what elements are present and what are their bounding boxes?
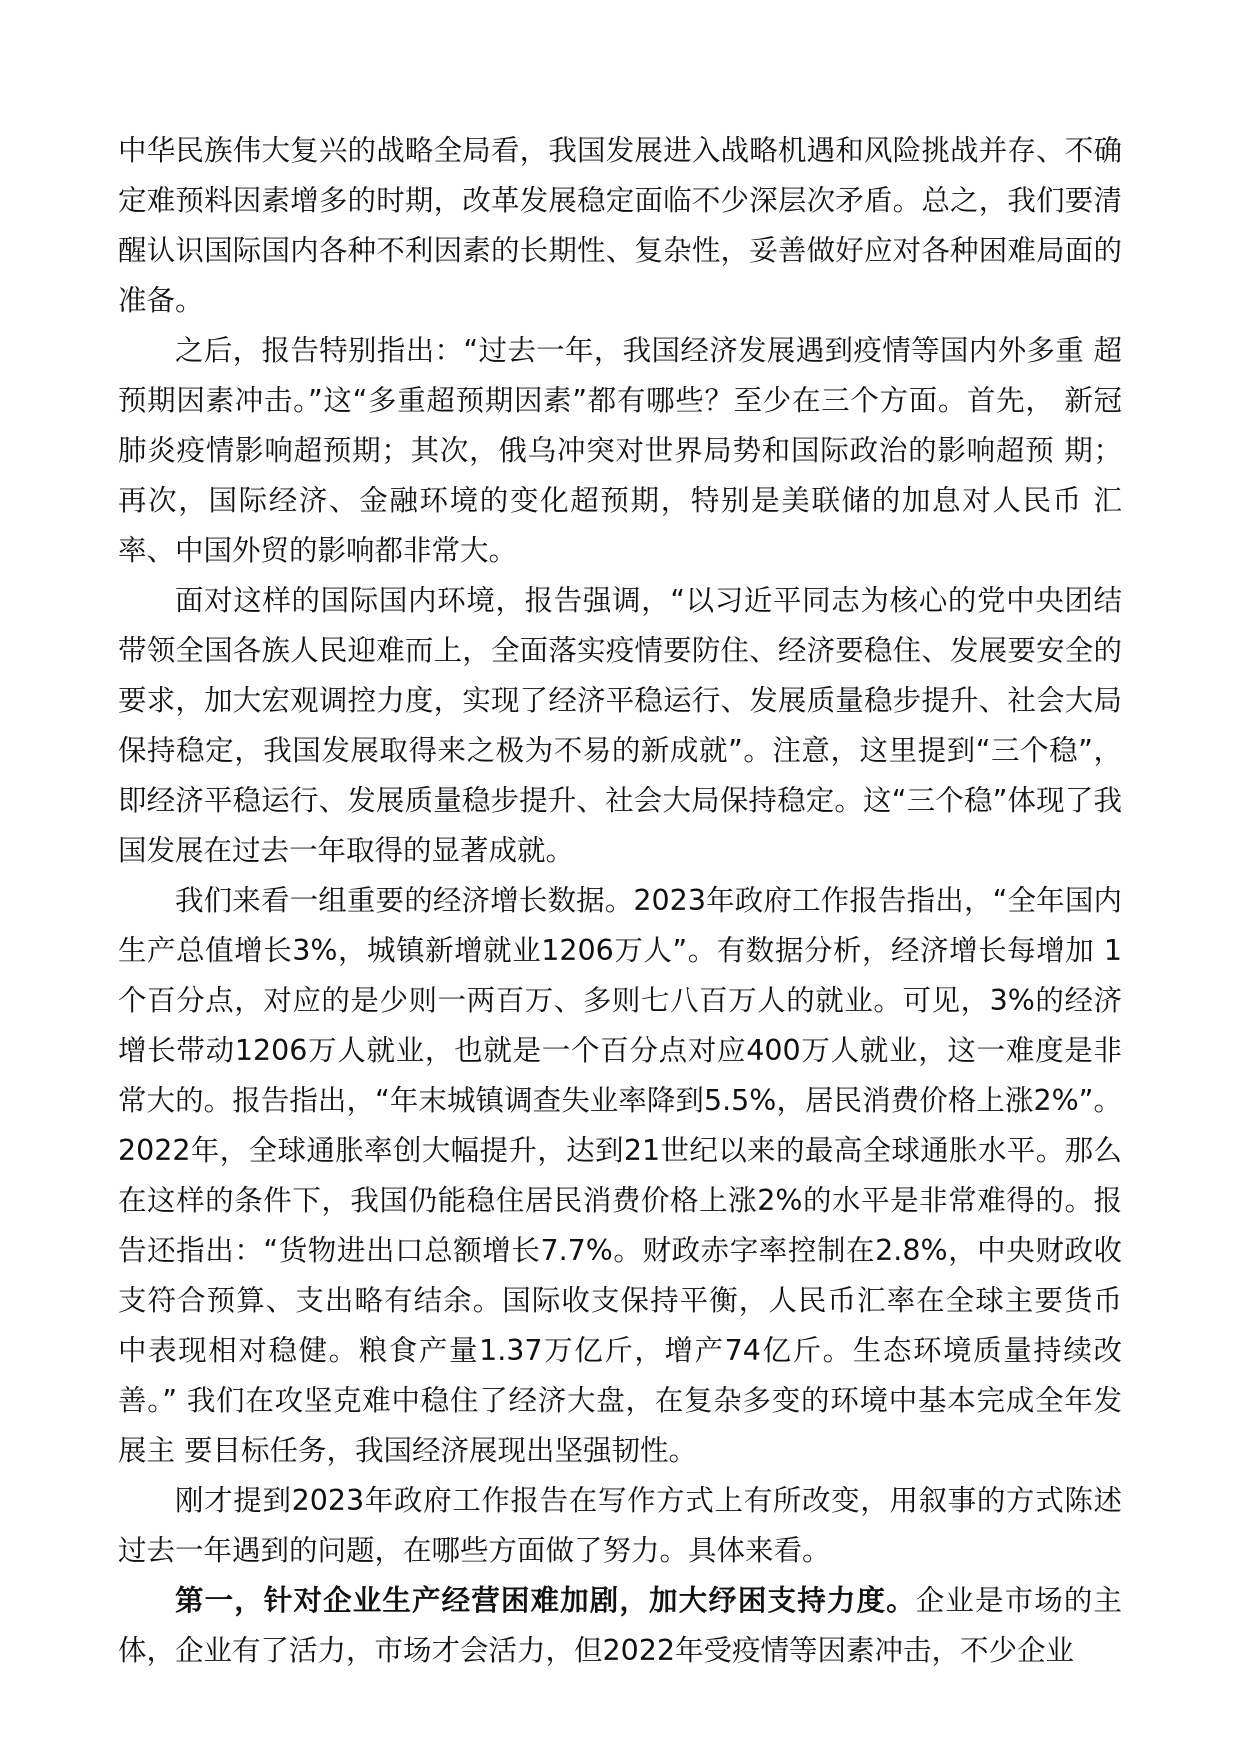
paragraph-4 [118,876,1122,1476]
paragraph-6-text: 企业是市场的主体，企业有了活力，市场才会活力，但2022年受疫情等因素冲击，不少企业 [118,1584,1122,1667]
paragraph-1 [118,126,1122,326]
paragraph-2-text: 之后，报告特别指出：“过去一年，我国经济发展遇到疫情等国内外多重 超预期因素冲击。”这“多重超预期因素”都有哪些？至少在三个方面。首先， 新冠肺炎疫情影响超预期；其次，俄乌冲突对世界局势和国际政治的影响超预 期；再次，国际经济、金融环境的变化超预期，特别是美联储的加息对人民币 汇率、中国外贸的影响都非常大。 [118,334,1122,567]
paragraph-5 [118,1476,1122,1576]
paragraph-6 [118,1576,1122,1676]
paragraph-3-text: 面对这样的国际国内环境，报告强调，“以习近平同志为核心的党中央团结带领全国各族人民迎难而上，全面落实疫情要防住、经济要稳住、发展要安全的要求，加大宏观调控力度，实现了经济平稳运行、发展质量稳步提升、社会大局保持稳定，我国发展取得来之极为不易的新成就”。注意，这里提到“三个稳”，即经济平稳运行、发展质量稳步提升、社会大局保持稳定。这“三个稳”体现了我国发展在过去一年取得的显著成就。 [118,584,1122,867]
paragraph-6-bold-heading: 第一，针对企业生产经营困难加剧，加大纾困支持力度。 [175,1584,916,1617]
paragraph-3 [118,576,1122,876]
paragraph-5-text: 刚才提到2023年政府工作报告在写作方式上有所改变，用叙事的方式陈述过去一年遇到的问题，在哪些方面做了努力。具体来看。 [118,1484,1122,1567]
paragraph-4-text: 我们来看一组重要的经济增长数据。2023年政府工作报告指出，“全年国内生产总值增长3%，城镇新增就业1206万人”。有数据分析，经济增长每增加 1 个百分点，对应的是少则一两百万、多则七八百万人的就业。可见，3%的经济 增长带动1206万人就业，也就是一个百分点对应400万人就业，这一难度是非常大的。报告指出，“年末城镇调查失业率降到5.5%，居民消费价格上涨2%”。2022年，全球通胀率创大幅提升，达到21世纪以来的最高全球通胀水平。那么 在这样的条件下，我国仍能稳住居民消费价格上涨2%的水平是非常难得的。报 告还指出：“货物进出口总额增长7.7%。财政赤字率控制在2.8%，中央财政收 支符合预算、支出略有结余。国际收支保持平衡，人民币汇率在全球主要货币 中表现相对稳健。粮食产量1.37万亿斤，增产74亿斤。生态环境质量持续改善。” 我们在攻坚克难中稳住了经济大盘，在复杂多变的环境中基本完成全年发展主 要目标任务，我国经济展现出坚强韧性。 [118,884,1122,1467]
paragraph-2 [118,326,1122,576]
paragraph-1-text: 中华民族伟大复兴的战略全局看，我国发展进入战略机遇和风险挑战并存、不确定难预料因素增多的时期，改革发展稳定面临不少深层次矛盾。总之，我们要清醒认识国际国内各种不利因素的长期性、复杂性，妥善做好应对各种困难局面的准备。 [118,134,1122,317]
